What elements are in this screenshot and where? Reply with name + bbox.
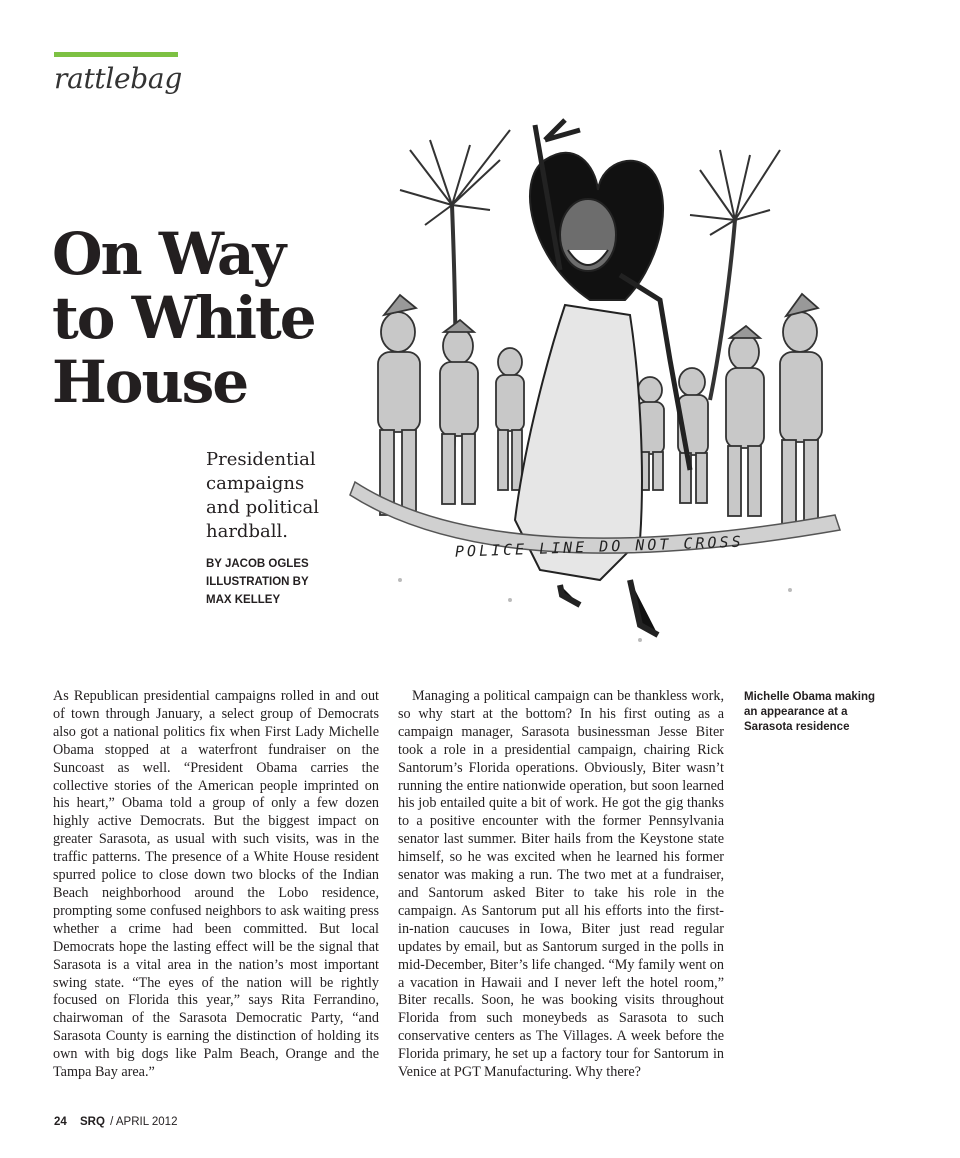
section-label: rattlebag xyxy=(54,62,182,95)
ground-specks xyxy=(398,578,792,642)
illustration-caption: Michelle Obama making an appearance at a Sarasota residence xyxy=(744,691,876,733)
officer-3 xyxy=(496,348,524,490)
byline-author: BY JACOB OGLES xyxy=(206,558,309,570)
article-deck xyxy=(206,448,346,544)
page-footer xyxy=(54,1116,177,1128)
michelle-obama-figure xyxy=(515,120,690,635)
issue-date: / APRIL 2012 xyxy=(110,1116,178,1128)
deck-line-4: hardball. xyxy=(206,521,288,542)
byline-illustration-label: ILLUSTRATION BY xyxy=(206,576,309,588)
deck-line-1: Presidential xyxy=(206,449,316,470)
headline-line-2: to White xyxy=(52,284,315,352)
officer-1 xyxy=(378,295,420,515)
police-tape-text: POLICE LINE DO NOT CROSS xyxy=(454,532,744,561)
article-headline xyxy=(52,222,352,414)
magazine-name: SRQ xyxy=(80,1116,105,1128)
headline-line-1: On Way xyxy=(52,220,285,288)
body-column-2: Managing a political campaign can be thankless work, so why start at the bottom? In his first outing as a campaign manager, Sarasota businessman Jesse Biter took a role in a presidential campaign, chairing Rick Santorum’s Florida operations. Obviously, Biter wasn’t running the entire nationwide operation, but soon learned his job entailed quite a bit of work. He got the gig thanks to a positive encounter with the former Pennsylvania senator last summer. Biter hails from the Keystone state himself, so he was excited when he learned his former senator was making a run. The two met at a fundraiser, and Santorum asked Biter to take his role in the campaign. As Santorum put all his efforts into the first-in-nation caucuses in Iowa, Biter just read regular updates by email, but as Santorum surged in the polls in mid-December, Biter’s life changed. “My family went on a vacation in Hawaii and I never left the hotel room,” Biter recalls. Soon, he was booking visits throughout Florida from such moneybeds as Sarasota to such conservative centers as The Villages. A week before the Florida primary, he set up a factory tour for Santorum in Venice at PGT Manufacturing. Why there? xyxy=(398,688,724,1081)
deck-line-3: and political xyxy=(206,497,320,518)
byline-illustrator: MAX KELLEY xyxy=(206,594,281,606)
byline xyxy=(206,555,346,609)
officer-2 xyxy=(440,320,478,504)
cartoon-illustration xyxy=(340,110,860,655)
section-accent-rule xyxy=(54,52,178,57)
page-number: 24 xyxy=(54,1116,67,1128)
officer-8 xyxy=(780,294,822,525)
deck-line-2: campaigns xyxy=(206,473,305,494)
officer-7 xyxy=(726,326,764,516)
body-column-1: As Republican presidential campaigns rolled in and out of town through January, a select group of Democrats also got a national politics fix when First Lady Michelle Obama stopped at a waterfront fundraiser on the Suncoast as well. “President Obama carries the collective stories of the American people imprinted on his heart,” Obama told a group of only a few dozen highly active Democrats. But the biggest impact on greater Sarasota, as usual with such visits, was in the traffic patterns. The presence of a White House resident spurred police to close down two blocks of the Indian Beach neighborhood around the Lobo residence, prompting some confused neighbors to ask waiting press whether a crime had been committed. But local Democrats hope the lasting effect will be the signal that Sarasota is a vital area in the nation’s most important swing state. “The eyes of the nation will be rightly focused on Florida this year,” says Rita Ferrandino, chairwoman of the Sarasota Democratic Party, “and Sarasota County is earning the distinction of holding its own with big dogs like Palm Beach, Orange and the Tampa Bay area.” xyxy=(53,688,379,1081)
headline-line-3: House xyxy=(52,348,248,416)
